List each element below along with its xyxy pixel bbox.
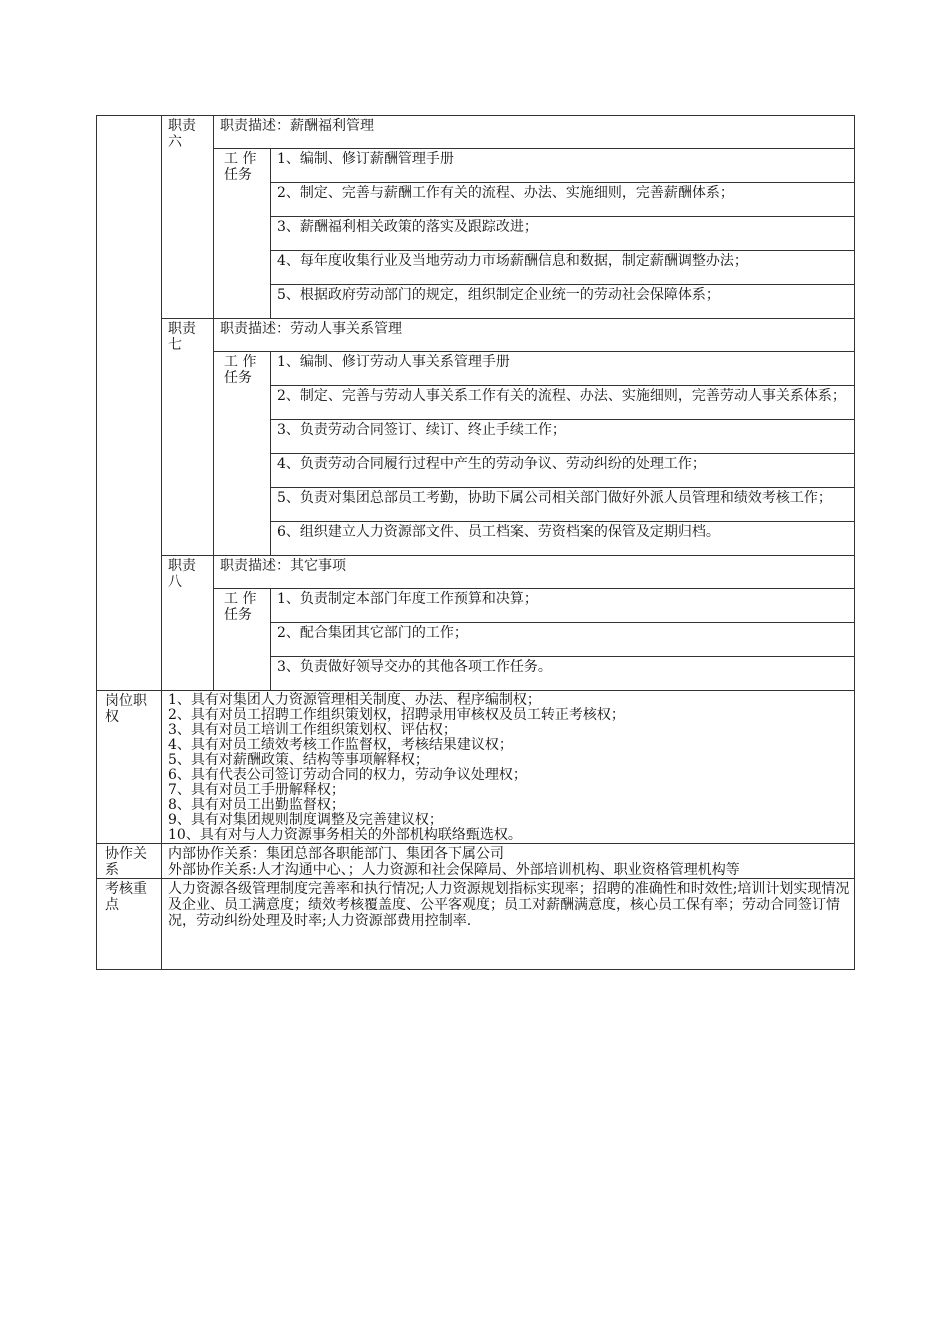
duty-label: 职责七 <box>162 319 214 556</box>
task-item: 5、负责对集团总部员工考勤，协助下属公司相关部门做好外派人员管理和绩效考核工作； <box>271 488 855 522</box>
task-item: 4、负责劳动合同履行过程中产生的劳动争议、劳动纠纷的处理工作； <box>271 454 855 488</box>
task-item: 5、根据政府劳动部门的规定，组织制定企业统一的劳动社会保障体系； <box>271 285 855 319</box>
assessment-label: 考核重点 <box>97 879 162 970</box>
task-item: 3、负责劳动合同签订、续订、终止手续工作； <box>271 420 855 454</box>
authority-list <box>162 691 855 844</box>
cooperation-list <box>162 844 855 879</box>
authority-item: 8、具有对员工出勤监督权； <box>168 797 345 813</box>
cooperation-item: 外部协作关系:人才沟通中心、；人力资源和社会保障局、外部培训机构、职业资格管理机构等 <box>168 862 740 878</box>
task-item: 2、制定、完善与劳动人事关系工作有关的流程、办法、实施细则，完善劳动人事关系体系； <box>271 386 855 420</box>
authority-item: 3、具有对员工培训工作组织策划权、评估权； <box>168 722 457 738</box>
authority-item: 9、具有对集团规则制度调整及完善建议权； <box>168 812 443 828</box>
authority-item: 6、具有代表公司签订劳动合同的权力，劳动争议处理权； <box>168 767 527 783</box>
task-item: 3、薪酬福利相关政策的落实及跟踪改进； <box>271 217 855 251</box>
work-task-label: 工 作 任务 <box>214 352 271 556</box>
authority-item: 5、具有对薪酬政策、结构等事项解释权； <box>168 752 429 768</box>
duty-label: 职责六 <box>162 116 214 319</box>
authority-item: 2、具有对员工招聘工作组织策划权，招聘录用审核权及员工转正考核权； <box>168 707 625 723</box>
task-item: 3、负责做好领导交办的其他各项工作任务。 <box>271 657 855 691</box>
duty-description: 职责描述：劳动人事关系管理 <box>214 319 855 352</box>
task-item: 1、编制、修订薪酬管理手册 <box>271 149 855 183</box>
authority-item: 10、具有对与人力资源事务相关的外部机构联络甄选权。 <box>168 827 522 843</box>
task-item: 1、编制、修订劳动人事关系管理手册 <box>271 352 855 386</box>
cooperation-item: 内部协作关系：集团总部各职能部门、集团各下属公司 <box>168 846 504 862</box>
authority-item: 7、具有对员工手册解释权； <box>168 782 345 798</box>
task-item: 2、配合集团其它部门的工作； <box>271 623 855 657</box>
duties-section-left-cell <box>97 116 162 691</box>
task-item: 1、负责制定本部门年度工作预算和决算； <box>271 589 855 623</box>
authority-item: 4、具有对员工绩效考核工作监督权，考核结果建议权； <box>168 737 513 753</box>
job-duties-table <box>96 115 855 970</box>
task-item: 2、制定、完善与薪酬工作有关的流程、办法、实施细则，完善薪酬体系； <box>271 183 855 217</box>
cooperation-label: 协作关系 <box>97 844 162 879</box>
duty-label: 职责八 <box>162 556 214 691</box>
task-item: 4、每年度收集行业及当地劳动力市场薪酬信息和数据，制定薪酬调整办法； <box>271 251 855 285</box>
assessment-text: 人力资源各级管理制度完善率和执行情况;人力资源规划指标实现率；招聘的准确性和时效性;培训计划实现情况及企业、员工满意度；绩效考核覆盖度、公平客观度；员工对薪酬满意度，核心员工保有率；劳动合同签订情况，劳动纠纷处理及时率;人力资源部费用控制率. <box>162 879 855 970</box>
job-description-document <box>96 115 854 970</box>
work-task-label: 工 作 任务 <box>214 589 271 691</box>
task-item: 6、组织建立人力资源部文件、员工档案、劳资档案的保管及定期归档。 <box>271 522 855 556</box>
duty-description: 职责描述：其它事项 <box>214 556 855 589</box>
duty-description: 职责描述：薪酬福利管理 <box>214 116 855 149</box>
work-task-label: 工 作 任务 <box>214 149 271 319</box>
authority-item: 1、具有对集团人力资源管理相关制度、办法、程序编制权； <box>168 692 541 708</box>
authority-label: 岗位职权 <box>97 691 162 844</box>
